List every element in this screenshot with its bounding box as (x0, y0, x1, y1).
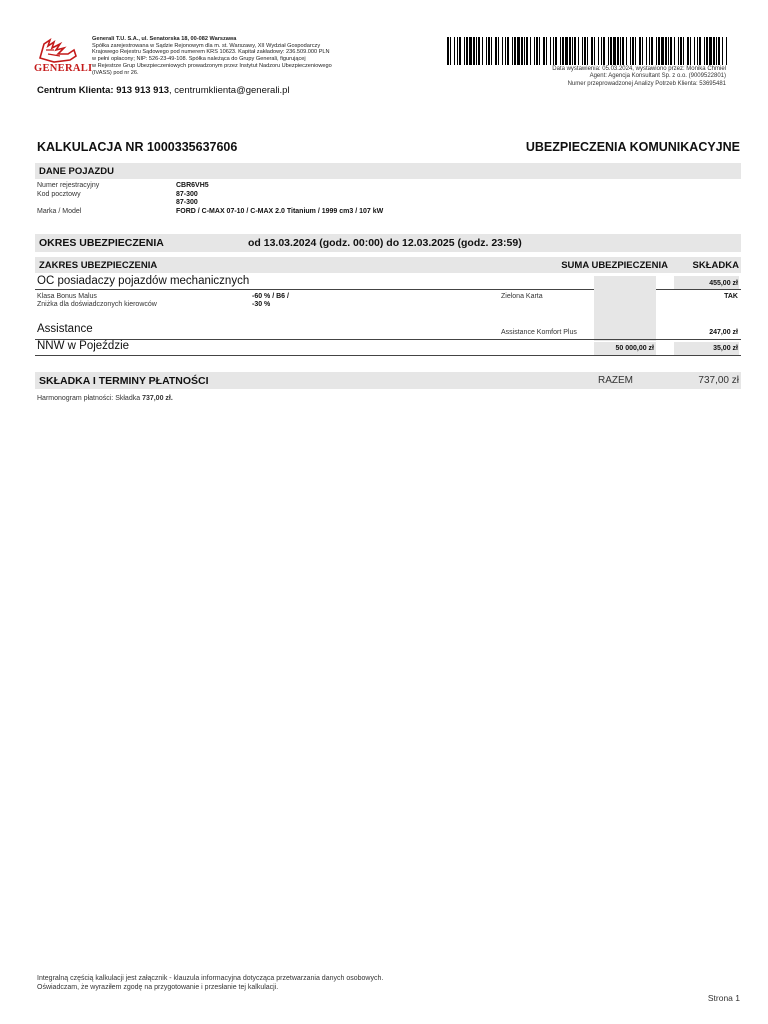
scope-label: ZAKRES UBEZPIECZENIA (39, 260, 158, 271)
vehicle-label: Numer rejestracyjny (37, 182, 100, 189)
needs-analysis-line: Numer przeprowadzonej Analizy Potrzeb Klienta: 53695481 (567, 80, 726, 87)
sum-column-cell (594, 276, 656, 341)
insurance-type: UBEZPIECZENIA KOMUNIKACYJNE (525, 140, 740, 154)
payment-label: SKŁADKA I TERMINY PŁATNOŚCI (39, 375, 209, 387)
company-line: w pełni opłacony; NIP: 526-23-49-108. Spółka należąca do Grupy Generali, figurującej (92, 56, 306, 63)
nnw-premium: 35,00 zł (713, 345, 738, 352)
oc-premium: 455,00 zł (709, 280, 738, 287)
calculation-title: KALKULACJA NR 1000335637606 (37, 140, 238, 154)
schedule-amount: 737,00 zł. (142, 395, 173, 402)
total-label: RAZEM (598, 375, 633, 386)
issue-meta (552, 66, 726, 88)
company-line: Krajowego Rejestru Sądowego pod numerem KRS 10623. Kapitał zakładowy: 236.509.000 PLN (92, 49, 330, 56)
client-center-label: Centrum Klienta: (37, 85, 114, 96)
vehicle-value: 87-300 (176, 199, 198, 206)
company-line: (IVASS) pod nr 26. (92, 69, 139, 76)
green-card-value: TAK (724, 293, 738, 300)
footer-notes (37, 974, 383, 992)
vehicle-value: FORD / C-MAX 07-10 / C-MAX 2.0 Titanium / 1999 cm3 / 107 kW (176, 208, 384, 215)
scope-header (35, 257, 741, 273)
vehicle-section-title: DANE POJAZDU (39, 166, 114, 177)
assistance-variant: Assistance Komfort Plus (501, 329, 577, 336)
experienced-driver-label: Zniżka dla doświadczonych kierowców (37, 301, 157, 308)
logo-wordmark: GENERALI (34, 63, 93, 74)
period-row (35, 234, 741, 252)
client-center-phone[interactable]: 913 913 913 (116, 85, 170, 96)
footer-line: Oświadczam, że wyraziłem zgodę na przygotowanie i przesłanie tej kalkulacji. (37, 984, 279, 991)
premium-header: SKŁADKA (692, 260, 739, 271)
payment-row (35, 372, 741, 389)
barcode (447, 37, 729, 65)
divider (35, 339, 741, 340)
page-number: Strona 1 (707, 993, 740, 1003)
vehicle-label: Marka / Model (37, 208, 82, 215)
divider (35, 355, 741, 356)
payment-schedule (37, 395, 173, 402)
assistance-premium: 247,00 zł (709, 329, 738, 336)
company-name: Generali T.U. S.A., ul. Senatorska 18, 00-082 Warszawa (92, 36, 237, 42)
agent-line: Agent: Agencja Konsultant Sp. z o.o. (9009522801) (589, 73, 726, 80)
schedule-prefix: Harmonogram płatności: Składka (37, 395, 143, 402)
vehicle-value: CBR6VH5 (176, 182, 209, 189)
company-line: Spółka zarejestrowana w Sądzie Rejonowym dla m. st. Warszawy, XII Wydział Gospodarczy (92, 42, 321, 49)
client-center-email[interactable]: , centrumklienta@generali.pl (169, 85, 290, 96)
company-line: w Rejestrze Grup Ubezpieczeniowych prowadzonym przez Instytut Nadzoru Ubezpieczeniowego (92, 62, 332, 69)
period-value: od 13.03.2024 (godz. 00:00) do 12.03.2025 (godz. 23:59) (248, 237, 522, 249)
vehicle-label: Kod pocztowy (37, 191, 81, 198)
bonus-malus-value: -60 % / B6 / (252, 293, 289, 300)
nnw-title: NNW w Pojeździe (37, 340, 130, 352)
footer-line: Integralną częścią kalkulacji jest załącznik - klauzula informacyjna dotycząca przetwarzania danych osobowych. (37, 975, 384, 982)
sum-header: SUMA UBEZPIECZENIA (561, 260, 668, 271)
assistance-title: Assistance (37, 323, 93, 335)
experienced-driver-value: -30 % (252, 301, 271, 308)
bonus-malus-label: Klasa Bonus Malus (37, 293, 97, 300)
company-info (92, 36, 382, 76)
vehicle-section-header (35, 163, 741, 179)
generali-logo (34, 36, 93, 76)
issue-date-line: Data wystawienia: 05.03.2024, wystawiono przez: Monika Chmiel (552, 66, 726, 72)
lion-icon (34, 36, 80, 64)
total-value: 737,00 zł (698, 375, 739, 386)
client-center (37, 85, 290, 96)
green-card-label: Zielona Karta (501, 293, 543, 300)
vehicle-value: 87-300 (176, 191, 198, 198)
nnw-sum: 50 000,00 zł (615, 345, 654, 352)
period-label: OKRES UBEZPIECZENIA (39, 237, 164, 249)
oc-title: OC posiadaczy pojazdów mechanicznych (37, 275, 250, 287)
